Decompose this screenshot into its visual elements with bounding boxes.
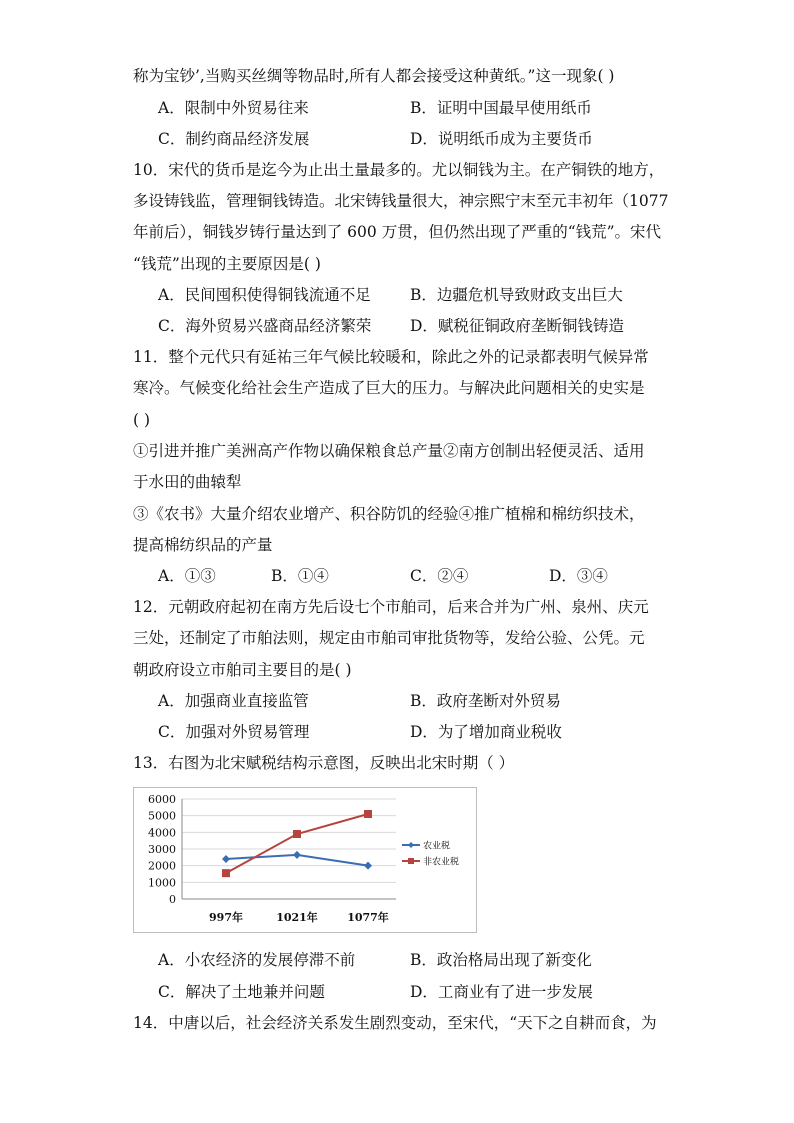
q12-option-c[interactable]: C．加强对外贸易管理 bbox=[158, 723, 310, 741]
legend-marker-0 bbox=[408, 842, 414, 848]
q11-stem-line-1: 11．整个元代只有延祐三年气候比较暖和，除此之外的记录都表明气候异常 bbox=[133, 348, 649, 366]
x-tick-label-2: 1077年 bbox=[347, 911, 389, 924]
q11-stem-line-2: 寒冷。气候变化给社会生产造成了巨大的压力。与解决此问题相关的史实是 bbox=[133, 379, 645, 397]
legend-marker-1 bbox=[408, 858, 414, 864]
y-tick-label-4000: 4000 bbox=[148, 826, 176, 840]
q11-stem-line-7: 提高棉纺织品的产量 bbox=[133, 536, 273, 554]
q12-option-d[interactable]: D．为了增加商业税收 bbox=[410, 723, 562, 741]
line-chart-svg bbox=[134, 788, 476, 932]
y-tick-label-6000: 6000 bbox=[148, 793, 176, 806]
q11-stem-line-4: ①引进并推广美洲高产作物以确保粮食总产量②南方创制出轻便灵活、适用 bbox=[133, 442, 645, 460]
q12-stem-line-1: 12．元朝政府起初在南方先后设七个市舶司，后来合并为广州、泉州、庆元 bbox=[133, 598, 649, 616]
q10-stem-line-1: 10．宋代的货币是迄今为止出土量最多的。尤以铜钱为主。在产铜铁的地方， bbox=[133, 161, 665, 179]
q11-option-a[interactable]: A．①③ bbox=[158, 567, 216, 585]
q13-option-a[interactable]: A．小农经济的发展停滞不前 bbox=[158, 951, 356, 969]
x-tick-label-0: 997年 bbox=[209, 911, 243, 924]
q10-option-a[interactable]: A．民间囤积使得铜钱流通不足 bbox=[158, 286, 371, 304]
series-1-point-2 bbox=[364, 810, 372, 818]
q13-option-b[interactable]: B．政治格局出现了新变化 bbox=[410, 951, 592, 969]
q10-option-c[interactable]: C．海外贸易兴盛商品经济繁荣 bbox=[158, 317, 372, 335]
q10-option-b[interactable]: B．边疆危机导致财政支出巨大 bbox=[410, 286, 623, 304]
q10-option-d[interactable]: D．赋税征铜政府垄断铜钱铸造 bbox=[410, 317, 624, 335]
y-tick-label-1000: 1000 bbox=[148, 876, 176, 890]
q9-option-c[interactable]: C．制约商品经济发展 bbox=[158, 130, 310, 148]
series-1-point-1 bbox=[293, 830, 301, 838]
q12-stem-line-3: 朝政府设立市舶司主要目的是( ) bbox=[133, 661, 352, 679]
series-0-point-2 bbox=[364, 862, 372, 870]
q12-option-b[interactable]: B．政府垄断对外贸易 bbox=[410, 692, 561, 710]
q11-option-c[interactable]: C．②④ bbox=[410, 567, 469, 585]
q11-stem-line-6: ③《农书》大量介绍农业增产、积谷防饥的经验④推广植棉和棉纺织技术， bbox=[133, 505, 645, 523]
legend-label-0: 农业税 bbox=[423, 841, 451, 852]
y-tick-label-2000: 2000 bbox=[148, 859, 176, 873]
legend-label-1: 非农业税 bbox=[423, 857, 460, 868]
q9-stem-line: 称为宝钞’,当购买丝绸等物品时,所有人都会接受这种黄纸。”这一现象( ) bbox=[133, 67, 615, 85]
q13-option-c[interactable]: C．解决了土地兼并问题 bbox=[158, 983, 325, 1001]
q12-stem-line-2: 三处，还制定了市舶法则，规定由市舶司审批货物等，发给公验、公凭。元 bbox=[133, 629, 645, 647]
y-tick-label-0: 0 bbox=[169, 893, 176, 906]
q10-stem-line-4: “钱荒”出现的主要原因是( ) bbox=[133, 255, 321, 273]
x-tick-label-1: 1021年 bbox=[276, 911, 318, 924]
q11-stem-line-5: 于水田的曲辕犁 bbox=[133, 473, 242, 491]
y-tick-label-5000: 5000 bbox=[148, 809, 176, 823]
q11-option-b[interactable]: B．①④ bbox=[271, 567, 329, 585]
q13-option-d[interactable]: D．工商业有了进一步发展 bbox=[410, 983, 593, 1001]
q14-stem: 14．中唐以后，社会经济关系发生剧烈变动，至宋代，“天下之自耕而食，为 bbox=[133, 1014, 657, 1032]
q11-option-d[interactable]: D．③④ bbox=[549, 567, 608, 585]
y-tick-label-3000: 3000 bbox=[148, 843, 176, 856]
q9-option-a[interactable]: A．限制中外贸易往来 bbox=[158, 99, 309, 117]
q13-stem: 13．右图为北宋赋税结构示意图，反映出北宋时期（ ） bbox=[133, 754, 515, 772]
q10-stem-line-2: 多设铸钱监，管理铜钱铸造。北宋铸钱量很大，神宗熙宁末至元丰初年（1077 bbox=[133, 192, 669, 210]
q10-stem-line-3: 年前后），铜钱岁铸行量达到了 600 万贯，但仍然出现了严重的“钱荒”。宋代 bbox=[133, 223, 662, 241]
q9-option-b[interactable]: B．证明中国最早使用纸币 bbox=[410, 99, 592, 117]
series-0-point-1 bbox=[293, 851, 301, 859]
series-1-point-0 bbox=[222, 869, 230, 877]
q11-stem-line-3: ( ) bbox=[133, 411, 151, 429]
q9-option-d[interactable]: D．说明纸币成为主要货币 bbox=[410, 130, 593, 148]
series-0-point-0 bbox=[222, 855, 230, 863]
series-line-1 bbox=[226, 814, 368, 873]
tax-structure-chart bbox=[133, 787, 477, 933]
q12-option-a[interactable]: A．加强商业直接监管 bbox=[158, 692, 309, 710]
